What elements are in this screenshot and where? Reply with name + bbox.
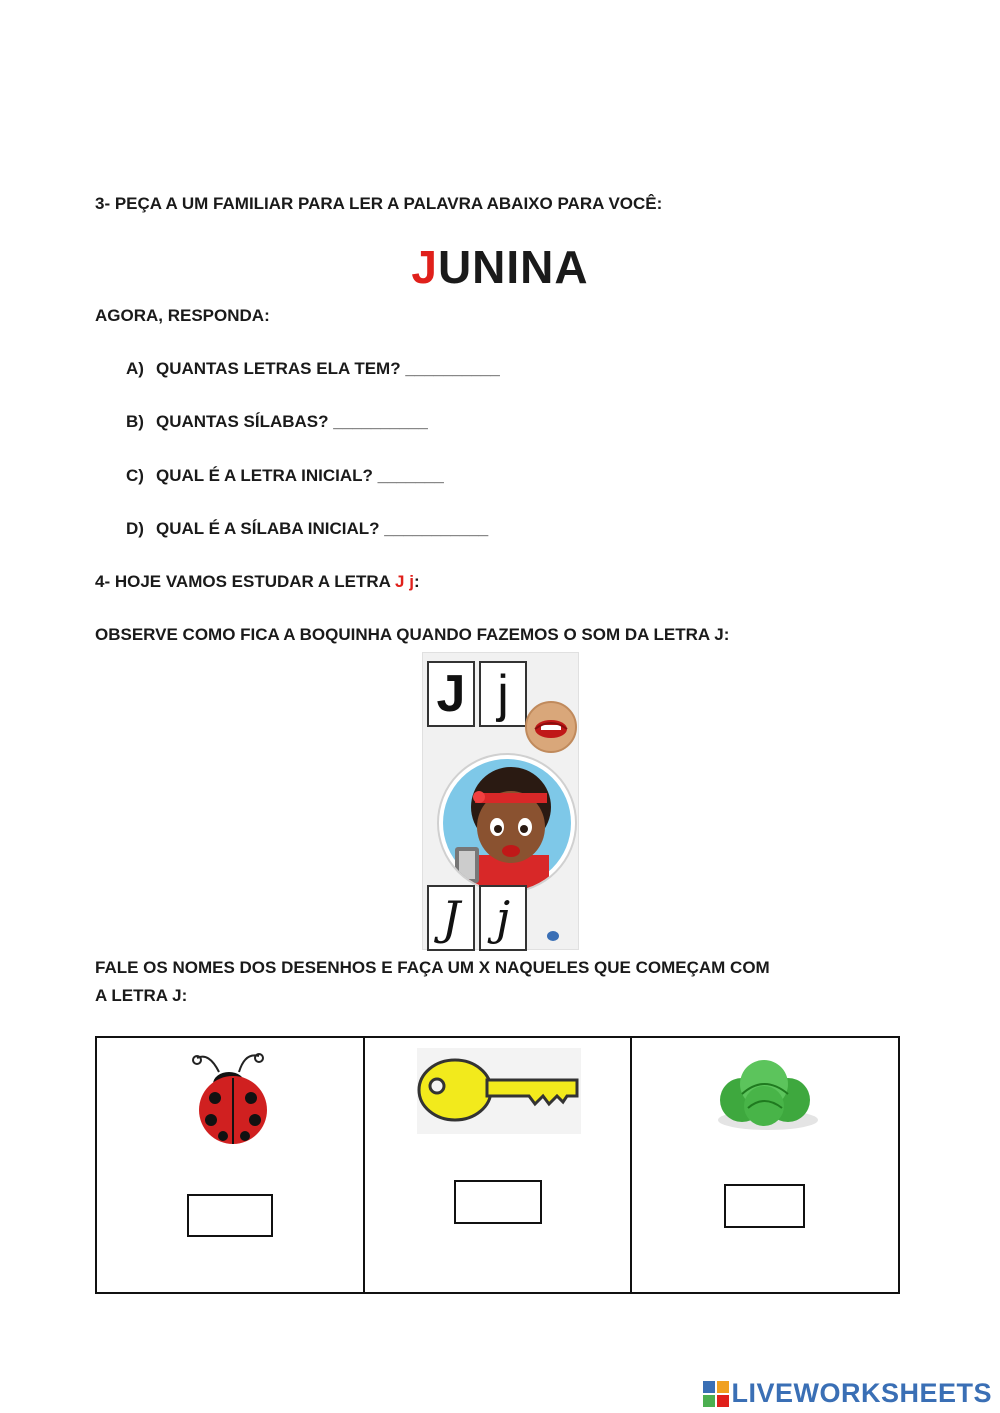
question-c[interactable] [126,466,444,486]
answer-box-key[interactable] [454,1180,542,1224]
pictures-instruction-line2: A LETRA J: [95,986,188,1005]
card-upper-cursive: J [427,885,475,951]
question-label: D) [126,519,144,538]
section3-instruction: 3- PEÇA A UM FAMILIAR PARA LER A PALAVRA ABAIXO PARA VOCÊ: [95,194,663,213]
picture-cell-lettuce [632,1038,898,1292]
section4-title-suffix: : [413,572,420,591]
question-label: C) [126,466,144,485]
answer-box-lettuce[interactable] [724,1184,805,1228]
question-text: QUAL É A SÍLABA INICIAL? ___________ [156,519,489,538]
liveworksheets-logo [703,1378,992,1409]
card-upper-print: J [427,661,475,727]
word-junina [0,240,1000,294]
word-first-letter: J [411,241,438,293]
question-b[interactable] [126,412,428,432]
ladybug-icon [189,1048,275,1153]
key-icon [417,1048,581,1139]
question-text: QUAL É A LETRA INICIAL? _______ [156,466,444,485]
child-illustration-icon [437,753,577,893]
question-label: A) [126,359,144,378]
question-text: QUANTAS LETRAS ELA TEM? __________ [156,359,500,378]
question-label: B) [126,412,144,431]
answer-box-ladybug[interactable] [187,1194,273,1237]
picture-cell-ladybug [97,1038,365,1292]
mouth-icon [525,701,577,753]
lettuce-icon [712,1054,822,1139]
liveworksheets-logo-icon [703,1381,729,1407]
answer-prompt: AGORA, RESPONDA: [95,306,270,325]
question-d[interactable] [126,519,488,539]
card-logo-icon [547,931,559,941]
question-text: QUANTAS SÍLABAS? __________ [156,412,428,431]
section4-title-letters: J j [395,572,414,591]
card-lower-cursive: j [479,885,527,951]
picture-cell-key [365,1038,633,1292]
pictures-table [95,1036,900,1294]
card-lower-print: j [479,661,527,727]
word-rest: UNINA [437,241,589,293]
alphabet-card-j [422,652,579,950]
section4-title-prefix: 4- HOJE VAMOS ESTUDAR A LETRA [95,572,396,591]
observe-instruction: OBSERVE COMO FICA A BOQUINHA QUANDO FAZEMOS O SOM DA LETRA J: [95,625,730,644]
liveworksheets-logo-text: LIVEWORKSHEETS [731,1378,992,1408]
question-a[interactable] [126,359,500,379]
pictures-instruction-line1: FALE OS NOMES DOS DESENHOS E FAÇA UM X NAQUELES QUE COMEÇAM COM [95,958,770,977]
section4-title [95,572,420,592]
